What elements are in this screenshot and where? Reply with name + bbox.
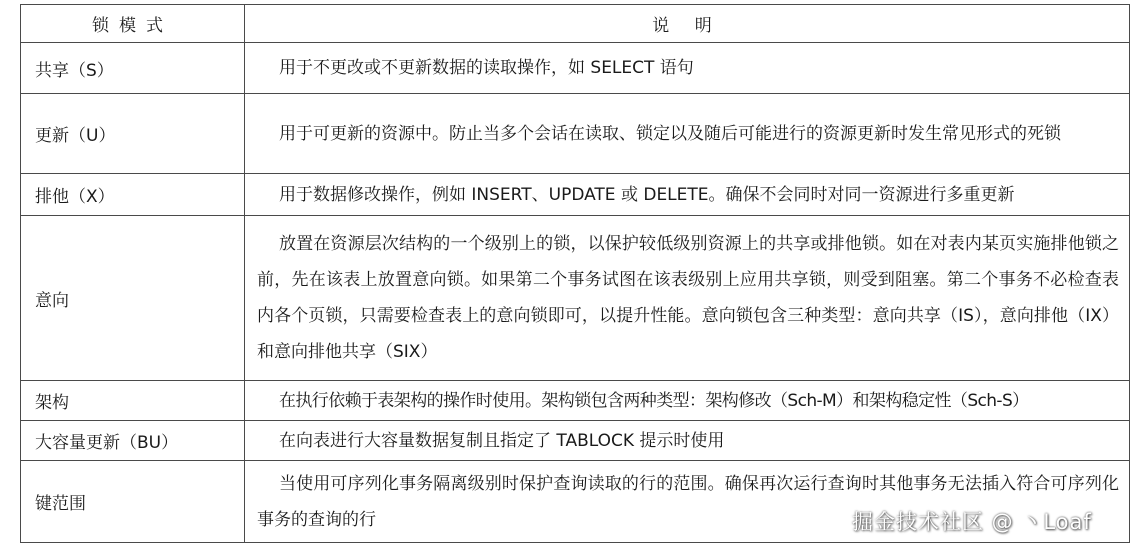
table-row (21, 381, 1130, 421)
lock-mode-cell: 排他（X） (21, 174, 245, 216)
lock-mode-cell: 共享（S） (21, 43, 245, 94)
table-row (21, 421, 1130, 461)
lock-mode-cell: 更新（U） (21, 94, 245, 174)
table-row (21, 94, 1130, 174)
table-row (21, 216, 1130, 381)
header-description: 说 明 (245, 5, 1130, 43)
lock-modes-table (20, 4, 1130, 543)
header-row (21, 5, 1130, 43)
description-cell: 在向表进行大容量数据复制且指定了 TABLOCK 提示时使用 (245, 421, 1130, 461)
lock-mode-cell: 意向 (21, 216, 245, 381)
description-cell: 在执行依赖于表架构的操作时使用。架构锁包含两种类型：架构修改（Sch-M）和架构稳定性（Sch-S） (245, 381, 1130, 421)
table-row (21, 174, 1130, 216)
lock-mode-cell: 大容量更新（BU） (21, 421, 245, 461)
description-cell: 当使用可序列化事务隔离级别时保护查询读取的行的范围。确保再次运行查询时其他事务无法插入符合可序列化事务的查询的行 (245, 461, 1130, 543)
table-row (21, 43, 1130, 94)
description-cell: 用于数据修改操作，例如 INSERT、UPDATE 或 DELETE。确保不会同时对同一资源进行多重更新 (245, 174, 1130, 216)
watermark: 掘金技术社区 @ 丶Loaf (852, 510, 1092, 534)
lock-mode-cell: 架构 (21, 381, 245, 421)
header-lock-mode: 锁模式 (21, 5, 245, 43)
lock-mode-cell: 键范围 (21, 461, 245, 543)
description-cell: 用于可更新的资源中。防止当多个会话在读取、锁定以及随后可能进行的资源更新时发生常见形式的死锁 (245, 94, 1130, 174)
description-cell: 用于不更改或不更新数据的读取操作，如 SELECT 语句 (245, 43, 1130, 94)
description-cell: 放置在资源层次结构的一个级别上的锁，以保护较低级别资源上的共享或排他锁。如在对表内某页实施排他锁之前，先在该表上放置意向锁。如果第二个事务试图在该表级别上应用共享锁，则受到阻塞。第二个事务不必检查表内各个页锁，只需要检查表上的意向锁即可，以提升性能。意向锁包含三种类型：意向共享（IS），意向排他（IX）和意向排他共享（SIX） (245, 216, 1130, 381)
